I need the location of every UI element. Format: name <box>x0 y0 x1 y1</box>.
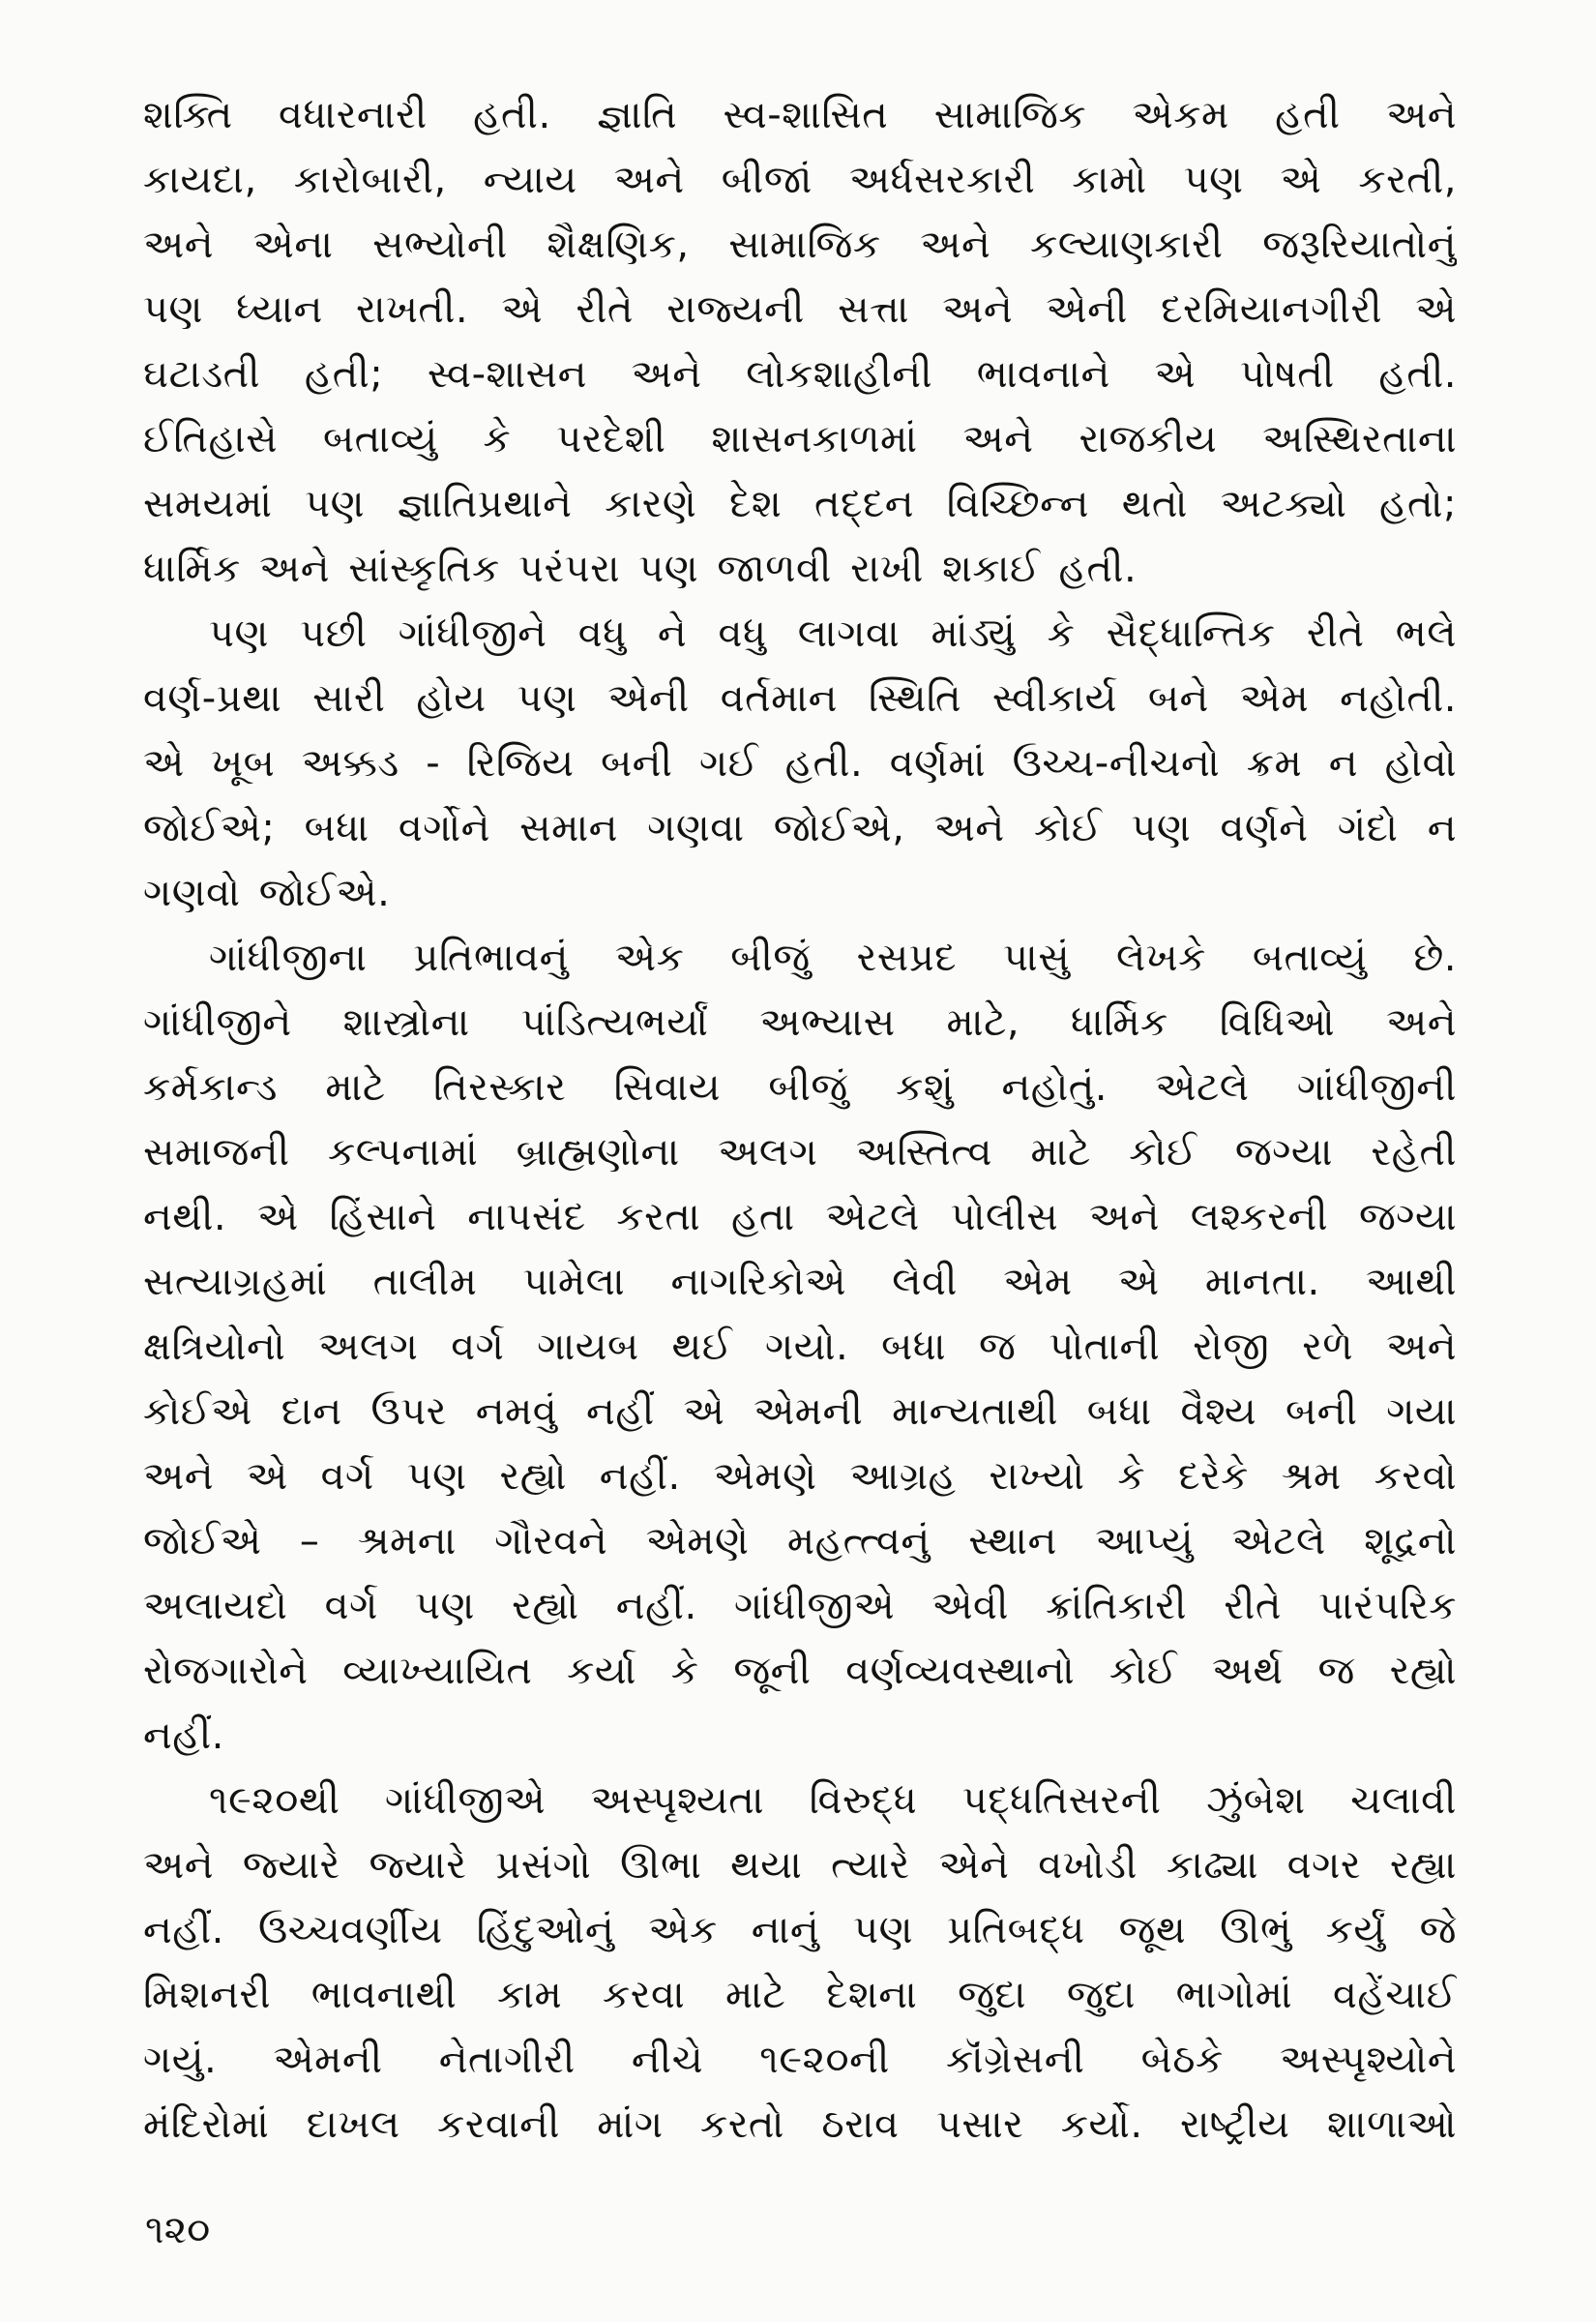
text-line: એ ખૂબ અક્કડ - રિજિય બની ગઈ હતી. વર્ણમાં ઉચ્ચ-નીચનો ક્રમ ન હોવો <box>143 741 1457 786</box>
text-line: ઘટાડતી હતી; સ્વ-શાસન અને લોકશાહીની ભાવનાને એ પોષતી હતી. <box>143 352 1457 397</box>
text-line: શક્તિ વધારનારી હતી. જ્ઞાતિ સ્વ-શાસિત સામાજિક એકમ હતી અને <box>143 93 1457 137</box>
text-line: મંદિરોમાં દાખલ કરવાની માંગ કરતો ઠરાવ પસાર કર્યો. રાષ્ટ્રીય શાળાઓ <box>143 2102 1457 2147</box>
text-line: મિશનરી ભાવનાથી કામ કરવા માટે દેશના જુદા જુદા ભાગોમાં વહેંચાઈ <box>143 1973 1457 2017</box>
text-line: ધાર્મિક અને સાંસ્કૃતિક પરંપરા પણ જાળવી રાખી શકાઈ હતી. <box>143 547 1138 591</box>
text-line: વર્ણ-પ્રથા સારી હોય પણ એની વર્તમાન સ્થિતિ સ્વીકાર્ય બને એમ નહોતી. <box>143 676 1457 721</box>
page-number: ૧૨૦ <box>145 2208 211 2252</box>
text-line: સત્યાગ્રહમાં તાલીમ પામેલા નાગરિકોએ લેવી એમ એ માનતા. આથી <box>143 1260 1457 1304</box>
text-line: કાયદા, કારોબારી, ન્યાય અને બીજાં અર્ધસરકારી કામો પણ એ કરતી, <box>143 158 1457 202</box>
text-block <box>143 83 1457 2158</box>
text-line: કર્મકાન્ડ માટે તિરસ્કાર સિવાય બીજું કશું નહોતું. એટલે ગાંધીજીની <box>143 1065 1457 1110</box>
text-line: પણ પછી ગાંધીજીને વધુ ને વધુ લાગવા માંડ્યું કે સૈદ્ધાન્તિક રીતે ભલે <box>209 611 1457 656</box>
text-line: ગાંધીજીને શાસ્ત્રોના પાંડિત્યભર્યાં અભ્યાસ માટે, ધાર્મિક વિધિઓ અને <box>143 1000 1457 1045</box>
text-line: ઈતિહાસે બતાવ્યું કે પરદેશી શાસનકાળમાં અને રાજકીય અસ્થિરતાના <box>143 417 1457 461</box>
text-line: અને એના સભ્યોની શૈક્ષણિક, સામાજિક અને કલ્યાણકારી જરૂરિયાતોનું <box>143 223 1457 267</box>
text-line: નહીં. <box>143 1713 224 1758</box>
text-line: અને એ વર્ગ પણ રહ્યો નહીં. એમણે આગ્રહ રાખ્યો કે દરેકે શ્રમ કરવો <box>143 1454 1457 1499</box>
text-line: કોઈએ દાન ઉપર નમવું નહીં એ એમની માન્યતાથી બધા વૈશ્ય બની ગયા <box>143 1389 1457 1434</box>
text-line: રોજગારોને વ્યાખ્યાયિત કર્યા કે જૂની વર્ણવ્યવસ્થાનો કોઈ અર્થ જ રહ્યો <box>143 1649 1457 1693</box>
text-line: જોઈએ – શ્રમના ગૌરવને એમણે મહત્ત્વનું સ્થાન આપ્યું એટલે શૂદ્રનો <box>143 1519 1457 1563</box>
text-line: સમયમાં પણ જ્ઞાતિપ્રથાને કારણે દેશ તદ્દન વિચ્છિન્ન થતો અટક્યો હતો; <box>143 482 1457 526</box>
text-line: સમાજની કલ્પનામાં બ્રાહ્મણોના અલગ અસ્તિત્વ માટે કોઈ જગ્યા રહેતી <box>143 1130 1457 1175</box>
text-line: નથી. એ હિંસાને નાપસંદ કરતા હતા એટલે પોલીસ અને લશ્કરની જગ્યા <box>143 1195 1457 1239</box>
text-line: જોઈએ; બધા વર્ગોને સમાન ગણવા જોઈએ, અને કોઈ પણ વર્ણને ગંદો ન <box>143 806 1457 850</box>
text-line: નહીં. ઉચ્ચવર્ણીય હિંદુઓનું એક નાનું પણ પ્રતિબદ્ધ જૂથ ઊભું કર્યું જે <box>143 1908 1457 1952</box>
text-line: અલાયદો વર્ગ પણ રહ્યો નહીં. ગાંધીજીએ એવી ક્રાંતિકારી રીતે પારંપરિક <box>143 1584 1457 1628</box>
text-line: ગણવો જોઈએ. <box>143 871 391 915</box>
text-line: પણ ધ્યાન રાખતી. એ રીતે રાજ્યની સત્તા અને એની દરમિયાનગીરી એ <box>143 287 1457 332</box>
text-line: ૧૯૨૦થી ગાંધીજીએ અસ્પૃશ્યતા વિરુદ્ધ પદ્ધતિસરની ઝુંબેશ ચલાવી <box>209 1778 1457 1823</box>
text-line: અને જ્યારે જ્યારે પ્રસંગો ઊભા થયા ત્યારે એને વખોડી કાઢ્યા વગર રહ્યા <box>143 1843 1457 1888</box>
text-line: ક્ષત્રિયોનો અલગ વર્ગ ગાયબ થઈ ગયો. બધા જ પોતાની રોજી રળે અને <box>143 1325 1457 1369</box>
text-line: ગયું. એમની નેતાગીરી નીચે ૧૯૨૦ની કૉંગ્રેસની બેઠકે અસ્પૃશ્યોને <box>143 2038 1457 2082</box>
text-line: ગાંધીજીના પ્રતિભાવનું એક બીજું રસપ્રદ પાસું લેખકે બતાવ્યું છે. <box>209 936 1457 980</box>
